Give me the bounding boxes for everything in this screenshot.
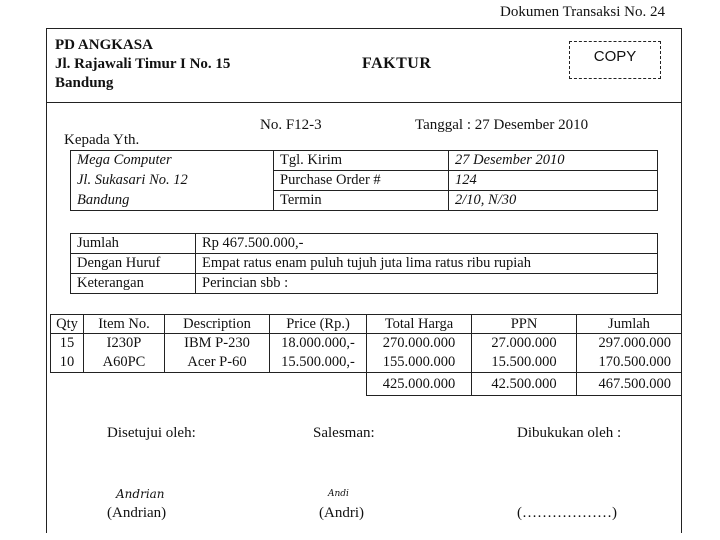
cell-price: 15.500.000,- xyxy=(270,353,367,373)
items-header-row xyxy=(51,315,682,334)
summary-value: Perincian sbb : xyxy=(196,274,658,294)
summary-label: Dengan Huruf xyxy=(71,254,196,274)
invoice-date: Tanggal : 27 Desember 2010 xyxy=(415,117,589,133)
shipping-value: 27 Desember 2010 xyxy=(449,151,658,171)
total-amount: 467.500.000 xyxy=(577,373,682,396)
cell-ppn: 15.500.000 xyxy=(472,353,577,373)
column-header: Jumlah xyxy=(577,315,682,334)
cell-qty: 10 xyxy=(51,353,84,373)
customer-address: Jl. Sukasari No. 12 xyxy=(71,171,274,191)
company-address: Jl. Rajawali Timur I No. 15 xyxy=(55,56,231,72)
column-header: Total Harga xyxy=(367,315,472,334)
total-ppn: 42.500.000 xyxy=(472,373,577,396)
column-header: PPN xyxy=(472,315,577,334)
approved-name: (Andrian) xyxy=(107,505,167,521)
cell-description: Acer P-60 xyxy=(165,353,270,373)
header-divider xyxy=(46,102,682,103)
column-header: Description xyxy=(165,315,270,334)
table-row xyxy=(51,334,682,354)
cell-amount: 170.500.000 xyxy=(577,353,682,373)
page-title: FAKTUR xyxy=(362,55,432,72)
document-number: Dokumen Transaksi No. 24 xyxy=(500,4,666,20)
approved-label: Disetujui oleh: xyxy=(107,425,196,441)
salesman-name: (Andri) xyxy=(319,505,364,521)
company-name: PD ANGKASA xyxy=(55,37,153,53)
items-table xyxy=(50,314,682,396)
cell-total: 155.000.000 xyxy=(367,353,472,373)
totals-row xyxy=(51,373,682,396)
cell-ppn: 27.000.000 xyxy=(472,334,577,354)
summary-label: Jumlah xyxy=(71,234,196,254)
shipping-value: 2/10, N/30 xyxy=(449,191,658,211)
total-harga: 425.000.000 xyxy=(367,373,472,396)
customer-shipping-table xyxy=(70,150,658,211)
company-city: Bandung xyxy=(55,75,114,91)
shipping-label: Tgl. Kirim xyxy=(274,151,449,171)
summary-table xyxy=(70,233,658,294)
cell-price: 18.000.000,- xyxy=(270,334,367,354)
customer-name: Mega Computer xyxy=(71,151,274,171)
table-row xyxy=(51,353,682,373)
company-block xyxy=(55,36,230,93)
approved-signature: Andrian xyxy=(116,487,165,501)
summary-value: Empat ratus enam puluh tujuh juta lima ratus ribu rupiah xyxy=(196,254,658,274)
booked-label: Dibukukan oleh : xyxy=(517,425,622,441)
cell-amount: 297.000.000 xyxy=(577,334,682,354)
salesman-label: Salesman: xyxy=(313,425,375,441)
copy-stamp: COPY xyxy=(569,41,661,79)
cell-description: IBM P-230 xyxy=(165,334,270,354)
column-header: Qty xyxy=(51,315,84,334)
cell-qty: 15 xyxy=(51,334,84,354)
summary-value: Rp 467.500.000,- xyxy=(196,234,658,254)
invoice-number: No. F12-3 xyxy=(260,117,322,133)
column-header: Price (Rp.) xyxy=(270,315,367,334)
salesman-signature: Andi xyxy=(328,489,349,499)
shipping-value: 124 xyxy=(449,171,658,191)
customer-city: Bandung xyxy=(71,191,274,211)
cell-item-no: I230P xyxy=(84,334,165,354)
recipient-label: Kepada Yth. xyxy=(64,132,140,148)
summary-label: Keterangan xyxy=(71,274,196,294)
cell-total: 270.000.000 xyxy=(367,334,472,354)
shipping-label: Termin xyxy=(274,191,449,211)
booked-name: (………………) xyxy=(517,505,617,521)
column-header: Item No. xyxy=(84,315,165,334)
shipping-label: Purchase Order # xyxy=(274,171,449,191)
cell-item-no: A60PC xyxy=(84,353,165,373)
